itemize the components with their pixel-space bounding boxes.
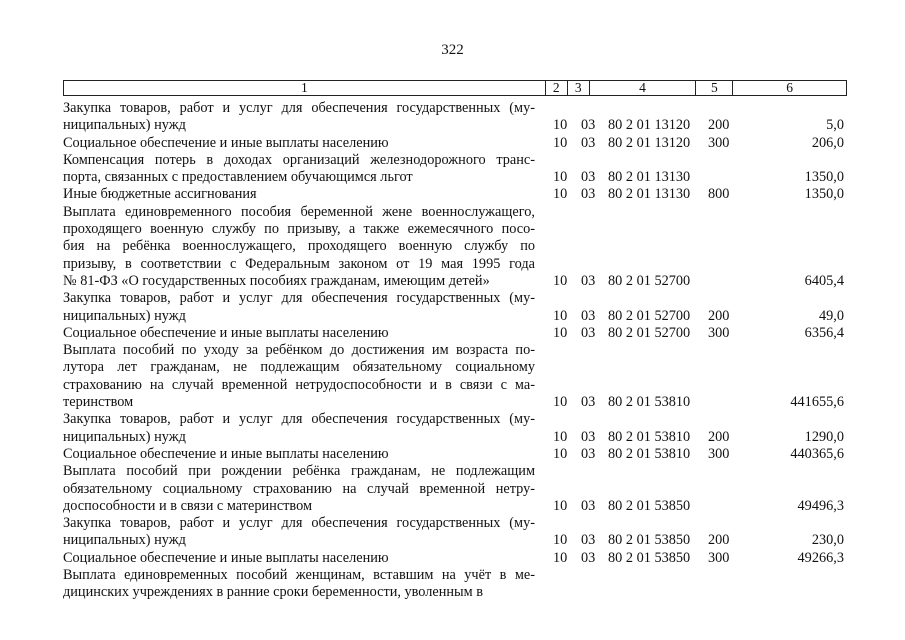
description-line: дицинских учреждениях в ранние сроки беременности, уволенным в [63, 584, 484, 601]
table-row [63, 186, 847, 203]
header-col-6: 6 [786, 80, 794, 95]
description-line: ниципальных) нужд [63, 117, 186, 134]
table-header [63, 80, 847, 96]
subsection-code: 03 [581, 394, 596, 411]
expense-type-code: 200 [708, 117, 730, 134]
table-row [63, 515, 847, 550]
target-article-code: 80 2 01 53810 [608, 445, 691, 462]
description-line: № 81-ФЗ «О государственных пособиях гражданам, имеющим детей» [63, 272, 490, 289]
description-line: проходящего военную службу по призыву, а также ежемесячного посо- [63, 221, 535, 238]
table-row [63, 100, 847, 135]
section-code: 10 [553, 324, 568, 341]
amount: 6356,4 [804, 324, 844, 341]
section-code: 10 [553, 549, 568, 566]
row-values [63, 117, 847, 134]
table-row [63, 411, 847, 446]
section-code: 10 [553, 497, 568, 514]
subsection-code: 03 [581, 186, 596, 203]
table-row [63, 463, 847, 515]
amount: 49,0 [818, 307, 844, 324]
table-row [63, 446, 847, 463]
amount: 230,0 [811, 532, 844, 549]
description-line: порта, связанных с предоставлением обучающимся льгот [63, 169, 413, 186]
row-values [63, 446, 847, 463]
row-values [63, 584, 847, 601]
subsection-code: 03 [581, 324, 596, 341]
description-line: доспособности и в связи с материнством [63, 497, 312, 514]
section-code: 10 [553, 134, 568, 151]
subsection-code: 03 [581, 117, 596, 134]
section-code: 10 [553, 532, 568, 549]
expense-type-code: 300 [708, 134, 730, 151]
target-article-code: 80 2 01 53850 [608, 532, 691, 549]
amount: 1290,0 [804, 428, 844, 445]
row-values [63, 394, 847, 411]
table-row [63, 567, 847, 602]
row-values [63, 273, 847, 290]
amount: 5,0 [826, 117, 844, 134]
description-line: Компенсация потерь в доходах организаций железнодорожного транс- [63, 151, 535, 168]
target-article-code: 80 2 01 53850 [608, 549, 691, 566]
amount: 440365,6 [790, 445, 844, 462]
row-values [63, 550, 847, 567]
row-values [63, 135, 847, 152]
description-line: ниципальных) нужд [63, 532, 186, 549]
target-article-code: 80 2 01 53850 [608, 497, 691, 514]
description-line: Иные бюджетные ассигнования [63, 186, 257, 203]
description-line: Социальное обеспечение и иные выплаты населению [63, 324, 389, 341]
subsection-code: 03 [581, 134, 596, 151]
section-code: 10 [553, 307, 568, 324]
header-col-5: 5 [696, 81, 733, 95]
description-line: Закупка товаров, работ и услуг для обеспечения государственных (му- [63, 290, 535, 307]
table-body [63, 100, 847, 602]
table-row [63, 290, 847, 325]
table-row [63, 135, 847, 152]
amount: 206,0 [811, 134, 844, 151]
subsection-code: 03 [581, 428, 596, 445]
description-line: Социальное обеспечение и иные выплаты населению [63, 549, 389, 566]
row-values [63, 325, 847, 342]
subsection-code: 03 [581, 272, 596, 289]
subsection-code: 03 [581, 445, 596, 462]
section-code: 10 [553, 445, 568, 462]
description-line: обязательному социальному страхованию на случай временной нетру- [63, 480, 535, 497]
header-col-3: 3 [568, 81, 590, 95]
description-line: страхованию на случай временной нетрудоспособности и в связи с ма- [63, 376, 535, 393]
section-code: 10 [553, 169, 568, 186]
description-line: Выплата пособий при рождении ребёнка гражданам, не подлежащим [63, 463, 535, 480]
header-col-1: 1 [64, 81, 546, 95]
expense-type-code: 800 [708, 186, 730, 203]
expense-type-code: 200 [708, 428, 730, 445]
target-article-code: 80 2 01 52700 [608, 272, 691, 289]
subsection-code: 03 [581, 549, 596, 566]
description-line: Закупка товаров, работ и услуг для обеспечения государственных (му- [63, 515, 535, 532]
target-article-code: 80 2 01 52700 [608, 324, 691, 341]
table-row [63, 325, 847, 342]
description-line: Социальное обеспечение и иные выплаты населению [63, 134, 389, 151]
row-values [63, 532, 847, 549]
description-line: Закупка товаров, работ и услуг для обеспечения государственных (му- [63, 411, 535, 428]
amount: 1350,0 [804, 186, 844, 203]
subsection-code: 03 [581, 307, 596, 324]
section-code: 10 [553, 428, 568, 445]
amount: 49496,3 [797, 497, 844, 514]
description-line: Выплата единовременных пособий женщинам, вставшим на учёт в ме- [63, 567, 535, 584]
page-number: 322 [441, 42, 464, 58]
expense-type-code: 300 [708, 549, 730, 566]
amount: 441655,6 [790, 394, 844, 411]
section-code: 10 [553, 272, 568, 289]
table-row [63, 152, 847, 187]
description-line: теринством [63, 394, 134, 411]
target-article-code: 80 2 01 53810 [608, 428, 691, 445]
section-code: 10 [553, 394, 568, 411]
amount: 6405,4 [804, 272, 844, 289]
description-line: Выплата пособий по уходу за ребёнком до достижения им возраста по- [63, 342, 535, 359]
description-line: ниципальных) нужд [63, 307, 186, 324]
row-values [63, 498, 847, 515]
header-col-2: 2 [546, 81, 568, 95]
target-article-code: 80 2 01 13120 [608, 117, 691, 134]
description-line: Выплата единовременного пособия беременной жене военнослужащего, [63, 203, 535, 220]
description-line: Социальное обеспечение и иные выплаты населению [63, 445, 389, 462]
description-line: Закупка товаров, работ и услуг для обеспечения государственных (му- [63, 100, 535, 116]
row-values [63, 169, 847, 186]
row-values [63, 429, 847, 446]
expense-type-code: 300 [708, 445, 730, 462]
amount: 49266,3 [797, 549, 844, 566]
description-line: лутора лет гражданам, не подлежащим обязательному социальному [63, 359, 535, 376]
section-code: 10 [553, 117, 568, 134]
subsection-code: 03 [581, 532, 596, 549]
target-article-code: 80 2 01 13130 [608, 169, 691, 186]
section-code: 10 [553, 186, 568, 203]
expense-type-code: 300 [708, 324, 730, 341]
description-line: бия на ребёнка военнослужащего, проходящего военную службу по [63, 238, 535, 255]
expense-type-code: 200 [708, 532, 730, 549]
target-article-code: 80 2 01 13120 [608, 134, 691, 151]
subsection-code: 03 [581, 169, 596, 186]
expense-type-code: 200 [708, 307, 730, 324]
target-article-code: 80 2 01 13130 [608, 186, 691, 203]
target-article-code: 80 2 01 53810 [608, 394, 691, 411]
table-row [63, 204, 847, 290]
row-values [63, 308, 847, 325]
row-values [63, 186, 847, 203]
description-line: призыву, в соответствии с Федеральным законом от 19 мая 1995 года [63, 255, 535, 272]
description-line: ниципальных) нужд [63, 428, 186, 445]
target-article-code: 80 2 01 52700 [608, 307, 691, 324]
subsection-code: 03 [581, 497, 596, 514]
table-row [63, 550, 847, 567]
amount: 1350,0 [804, 169, 844, 186]
header-col-4: 4 [590, 81, 697, 95]
table-row [63, 342, 847, 411]
